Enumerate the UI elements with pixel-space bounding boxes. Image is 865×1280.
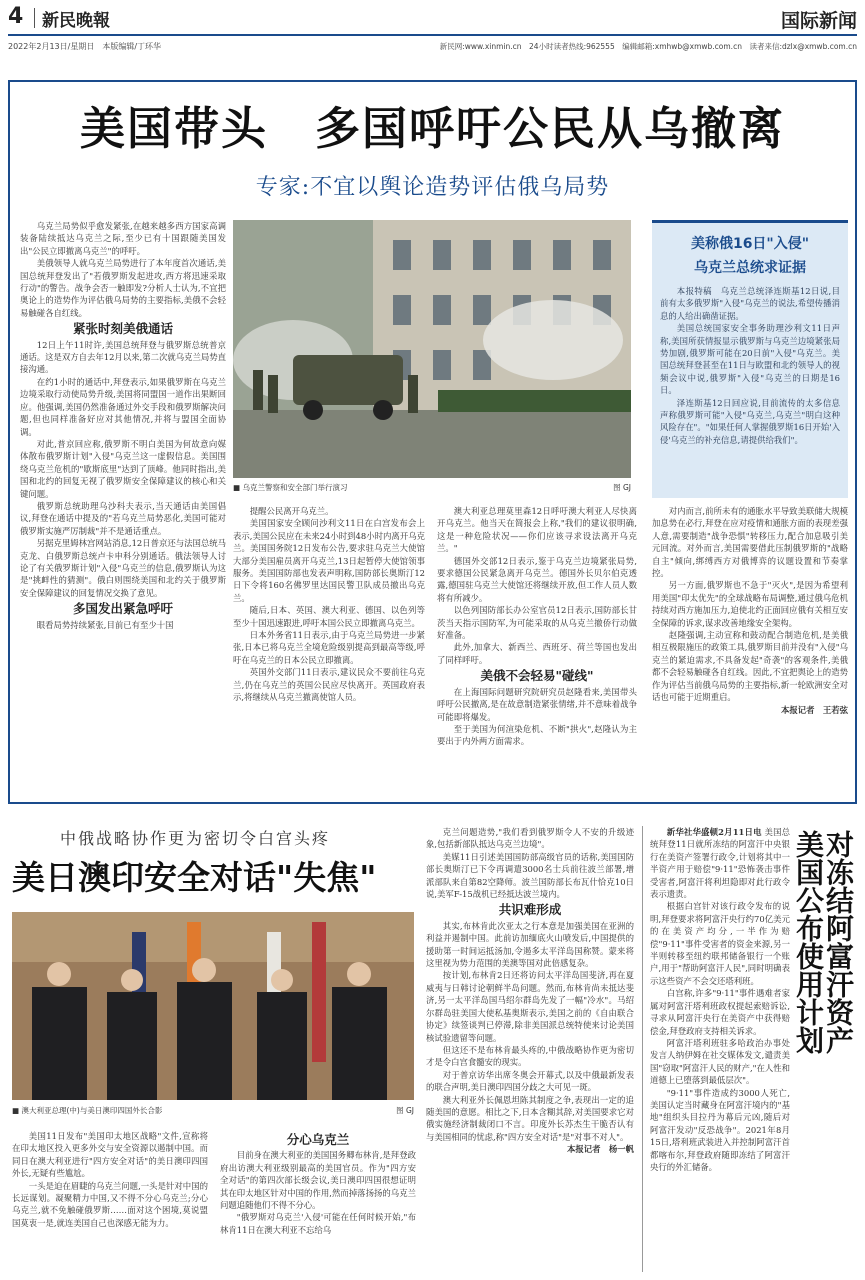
subhead: 美俄不会轻易"碰线" — [480, 668, 594, 684]
subhead: 紧张时刻美俄通话 — [72, 321, 173, 337]
paragraph: 乌克兰局势似乎愈发紧张,在越来越多西方国家高调装备陆续抵达乌克兰之际,至少已有十国跟随美国发出"公民立即撤离乌克兰"的呼吁。 — [20, 221, 226, 256]
photo-credit: 图 GJ — [396, 1106, 414, 1115]
ministers-photo — [12, 912, 414, 1100]
paragraph: 提醒公民离开乌克兰。 — [249, 506, 334, 516]
drill-photo — [233, 220, 631, 478]
paragraph-text: 美国总统拜登11日就所冻结的阿富汗中央银行在美资产签署行政令,计划将其中一半资产用于赔偿"9·11"恐怖袭击事件受害者,阿富汗将利坦隐即对此行政令表示遗责。 — [650, 827, 790, 900]
paragraph: 克兰问题造势,"我们看到俄罗斯令人不安的升级迹象,包括新部队抵达乌克兰边境"。 — [426, 827, 634, 850]
top-story-column-2 — [233, 505, 425, 795]
date-line: 2022年2月13日/星期日 本版编辑/丁环华 — [8, 42, 162, 51]
sidebar-title-line-1: 美称俄16日"入侵" — [690, 236, 810, 252]
paragraph: 一头是迫在眉睫的乌克兰问题,一头是针对中国的长远谋划。凝聚精力中国,又不得不分心乌克兰;分心乌克兰,就不免触碰俄罗斯……面对这个困境,莫说盟国莫衷一是,就连美国自己也深感无能为力。 — [12, 1180, 208, 1228]
paragraph: 对于普京访华出席冬奥会开幕式,以及中俄最新发表的联合声明,美日澳印四国分歧之大可见一斑。 — [426, 1069, 634, 1093]
paragraph: 澳大利亚总理莫里森12日呼吁澳大利亚人尽快离开乌克兰。他当天在简报会上称,"我们的建议很明确,这是一种危险状况——你们应该寻求设法离开乌克兰。" — [437, 506, 637, 554]
paragraph: 英国外交部门11日表示,建议民众不要前往乌克兰,仍在乌克兰的英国公民应尽快离开。英国政府表示,将继续从乌克兰撤离使馆人员。 — [233, 667, 425, 703]
paragraph: 此外,加拿大、新西兰、西班牙、荷兰等国也发出了同样呼吁。 — [437, 642, 637, 665]
subhead: 多国发出紧急呼吁 — [72, 601, 173, 617]
photo-credit: 图 GJ — [613, 483, 631, 492]
paragraph: 眼看局势持续紧张,目前已有至少十国 — [36, 619, 174, 630]
paragraph: 其实,布林肯此次亚太之行本意是加强美国在亚洲的利益并遏制中国。此前访加缅底火山喷发后,中国提供的援助第一时间运抵汤加,令遏多太平洋岛国称赞。蒙来将这里视为势力范围的美澳等国对此倍感复杂。 — [426, 920, 634, 969]
paragraph: 美国总统国家安全事务助理沙利文11日声称,美国所获情报显示俄罗斯与乌克兰边境紧张局势加剧,俄罗斯可能在20日前"入侵"乌克兰。美国总统拜登甚至在11日与欧盟和北约领导人的视频会议中说,俄罗斯"入侵"乌克兰的日期是16日。 — [660, 323, 840, 396]
paragraph: 对此,普京回应称,俄罗斯不明白美国为何故意向媒体散布俄罗斯计划"入侵"乌克兰这一虚假信息。美国围绕乌克兰危机的"歇斯底里"达到了顶峰。他同时指出,美国和北约的回复无视了俄罗斯安全保障建议的核心和关键问题。 — [20, 438, 226, 499]
paragraph: 在约1小时的通话中,拜登表示,如果俄罗斯在乌克兰边境采取行动使局势升级,美国将同盟国一道作出果断回应。他强调,美国仍然准备通过外交手段和俄罗斯解决问题,但也同样准备好应对其他情况,并将与盟国全面协调。 — [20, 376, 226, 437]
bottom-right-body — [650, 826, 790, 1272]
page-number: 4 — [8, 4, 24, 29]
masthead-divider — [34, 8, 35, 28]
paragraph: 澳大利亚外长佩恩坦陈其制度之争,表现出一定的追随美国的意愿。相比之下,日本含糊其辞,对美国要求它对俄实施经济制裁闭口不言。印度外长苏杰生干脆否认有与美国相同的忧虑,称"四方安全对话"是"对事不对人"。 — [426, 1094, 634, 1142]
paragraph: "9·11"事件造成约3000人死亡,美国认定当时藏身在阿富汗境内的"基地"组织头目拉丹为幕后元凶,随后对阿富汗发动"反恐战争"。2021年8月15日,塔利班武装进入并控制阿富汗首都喀布尔,拜登政府随即冻结了阿富汗央行的外汇储备。 — [650, 1087, 790, 1172]
paragraph: 在上海国际问题研究院研究员赵隆看来,美国带头呼吁公民撤离,是在故意制造紧张情绪,并不意味着战争可能即将爆发。 — [437, 686, 637, 722]
paragraph: 赵隆强调,主动宣称和鼓动配合制造危机,是美俄相互极限施压的政策工具,俄罗斯目前并没有"入侵"乌克兰的紧迫需求,不具备发起"奇袭"的客观条件,美俄都不会轻易触碰各自红线。因此,不宜把舆论上的造势作为评估当前俄乌局势的主要指标,新一轮欧洲安全对话也可能于近期重启。 — [652, 630, 848, 703]
ministers-photo-illustration — [12, 912, 414, 1100]
paragraph: 随后,日本、英国、澳大利亚、德国、以色列等至少十国迅速跟进,呼吁本国公民立即撤离乌克兰。 — [233, 605, 425, 628]
paragraph: 至于美国为何渲染危机、不断"拱火",赵隆认为主要出于内外两方面需求。 — [437, 723, 637, 747]
dateline: 新华社华盛顿2月11日电 — [666, 827, 762, 837]
masthead-rule — [8, 34, 857, 36]
top-story-column-3 — [437, 505, 637, 795]
paper-name: 新民晚報 — [42, 11, 110, 31]
contact-line: 新民网:www.xinmin.cn 24小时读者热线:962555 编辑邮箱:xmhwb@xmwb.com.cn 读者来信:dzlx@xmwb.com.cn — [439, 42, 857, 51]
paragraph: 日本外务省11日表示,由于乌克兰局势进一步紧张,日本已将乌克兰全境危险级别提高到最高等级,呼吁在乌克兰的日本公民立即撤离。 — [233, 630, 425, 665]
column-divider — [642, 826, 643, 1272]
paragraph: 泽连斯基12日回应说,目前流传的太多信息声称俄罗斯可能"入侵"乌克兰,乌克兰"明白这种风险存在"。"如果任何人掌握俄罗斯16日开始'入侵'乌克兰的补充信息,请提供给我们"。 — [660, 397, 840, 445]
paragraph: 阿富汗塔利班驻多哈政治办事处发言人纳伊姆在社交媒体发文,谴责美国"窃取"阿富汗人民的财产,"在人性和道德上已堕落到最低层次"。 — [650, 1037, 790, 1086]
drill-photo-illustration — [233, 220, 631, 478]
paragraph: 美国国家安全顾问沙利文11日在白宫发布会上表示,美国公民应在未来24小时到48小时内离开乌克兰。美国国务院12日发布公告,要求驻乌克兰大使馆大部分美国雇员离开乌克兰,13日起暂停大使馆领事服务。美国国防部也发表声明称,国防部长奥斯汀12日下令将160名佛罗里达国民警卫队成员撤出乌克兰。 — [233, 518, 425, 603]
paragraph: 以色列国防部长办公室官员12日表示,国防部长甘茨当天指示国防军,为可能采取的从乌克兰撤侨行动做好准备。 — [437, 605, 637, 641]
photo-caption: ■ 乌克兰警察和安全部门举行演习 — [233, 483, 348, 492]
paragraph: 但这还不是布林肯最头疼的,中俄战略协作更为密切才是令白宫食髓安的现实。 — [426, 1044, 634, 1068]
bottom-left-headline: 美日澳印安全对话"失焦" — [12, 858, 377, 897]
paragraph: 本报特稿 乌克兰总统泽连斯基12日说,目前有太多俄罗斯"入侵"乌克兰的说法,希望传播消息的人给出确凿证据。 — [660, 286, 840, 321]
paragraph: 俄罗斯总统助理乌沙科夫表示,当天通话由美国倡议,拜登在通话中提及的"若乌克兰局势恶化,美国可能对俄罗斯实施严厉制裁"并不是通话重点。 — [20, 500, 226, 536]
top-story-headline: 美国带头 多国呼吁公民从乌撤离 — [79, 102, 785, 155]
bottom-right-headline-col-1: 对冻结阿富汗资产 — [822, 830, 855, 1054]
sidebar-body — [660, 285, 840, 505]
paragraph — [650, 826, 790, 900]
paragraph: 目前身在澳大利亚的美国国务卿布林肯,是拜登政府出访澳大利亚级别最高的美国官员。作为"四方安全对话"的第四次部长级会议,美日澳印四国很想证明其在印太地区针对中国的作用,然而掉落扬扬的乌克兰问题追随他们不得不分心。 — [220, 1150, 416, 1211]
subhead: 分心乌克兰 — [286, 1132, 350, 1147]
sidebar-box — [652, 220, 848, 498]
paragraph: 12日上午11时许,美国总统拜登与俄罗斯总统普京通话。这是双方自去年12月以来,第二次就乌克兰局势直接沟通。 — [20, 339, 226, 375]
bottom-left-kicker: 中俄战略协作更为密切令白宫头疼 — [60, 829, 331, 848]
paragraph: 美媒11日引述美国国防部高级官员的话称,美国国防部长奥斯汀已下令再调遣3000名士兵前往波兰部署,增派部队来自第82空降师。波兰国防部长布瓦什恰克10日说,美军F-15战机已经抵达波兰境内。 — [426, 851, 634, 900]
top-story-column-1 — [20, 220, 226, 796]
paragraph: 白宫称,许多"9·11"事件遇难者家属对阿富汗塔利班政权提起索赔诉讼,寻求从阿富汗央行在美资产中获得赔偿金,拜登政府支持相关诉求。 — [650, 988, 790, 1036]
bottom-left-column-3 — [426, 826, 634, 1272]
paragraph: 另据克里姆林宫网站消息,12日普京还与法国总统马克龙、白俄罗斯总统卢卡申科分别通话。俄法领导人讨论了有关俄罗斯计划"入侵"乌克兰的信息,俄罗斯认为这是"挑衅性的猜测"。俄白则围绕美国和北约关于俄罗斯安全保障建议的回复情况交换了意见。 — [20, 538, 226, 598]
paragraph: 对内而言,前所未有的通胀水平导致美联储大规模加息势在必行,拜登在应对疫情和通胀方面的表现差强人意,需要制造"战争恐惧"转移压力,配合加息吸引美元回流。对外而言,美国需要借此压制俄罗斯的"战略自主"倾向,绑缚西方对俄博弈的议题设置和节奏掌控。 — [652, 506, 848, 579]
paragraph: 德国外交部12日表示,鉴于乌克兰边境紧张局势,要求德国公民紧急离开乌克兰。德国外长贝尔伯克透露,德国驻乌克兰大使馆还将继续开放,但工作人员人数将有所减少。 — [437, 555, 637, 603]
photo-caption: ■ 澳大利亚总理(中)与美日澳印四国外长合影 — [12, 1106, 163, 1115]
bottom-left-column-1 — [12, 1130, 208, 1272]
top-story-subheadline: 专家:不宜以舆论造势评估俄乌局势 — [255, 175, 610, 200]
section-title: 国际新闻 — [780, 10, 857, 32]
paragraph: 另一方面,俄罗斯也不急于"灭火",是因为希望利用美国"印太优先"的全球战略布局调整,通过俄乌危机持续对西方施加压力,迫使北约正面回应俄有关相互安全保障的诉求,谋求改善地缘安全架构。 — [652, 580, 848, 628]
bottom-left-column-2 — [220, 1130, 416, 1272]
subhead: 共识难形成 — [498, 902, 562, 918]
paragraph: 美俄领导人就乌克兰局势进行了本年度首次通话,美国总统拜登发出了"若俄罗斯发起进攻,西方将迅速采取行动"的警告。战争会否一触即发?分析人士认为,不宜把奥论上的造势作为评估俄乌局势的主要指标,美俄不会轻易触碰各自红线。 — [20, 258, 226, 318]
byline: 本报记者 王若弦 — [781, 704, 848, 715]
paragraph: 按计划,布林肯2日还将访问太平洋岛国斐济,再在夏威夷与日韩讨论朝鲜半岛问题。然而,布林肯尚未抵达斐济,另一太平洋岛国马绍尔群岛先发了一幅"冷水"。马绍尔群岛驻美国大使私基奥斯表示,美国之前的《自由联合协定》续签谈判已停滞,除非美国派总统特使来讨论美国核试验遗留等问题。 — [426, 970, 634, 1043]
top-story-column-4 — [652, 505, 848, 795]
paragraph: 美国11日发布"美国印太地区战略"文件,宣称将在印太地区投入更多外交与安全资源以遏制中国。而同日在澳大利亚进行"四方安全对话"的美日澳印四国外长,无疑有些尴尬。 — [12, 1131, 208, 1179]
ministers-photo-caption-row — [12, 1105, 414, 1116]
bottom-right-headline-col-2: 美国公布使用计划 — [792, 830, 825, 1054]
paragraph: 根据白宫针对该行政令发布的说明,拜登要求将阿富汗央行约70亿美元的在美资产均分,一半作为赔偿"9·11"事件受害者的资金来源,另一半则转移至纽约联邦储备银行一个账户,用于"帮助阿富汗人民",同时明确表示这些资产不会交还塔利班。 — [650, 901, 790, 986]
paragraph: "俄罗斯对乌克兰'入侵'可能在任何时候开始,"布林肯11日在澳大利亚不忘给乌 — [220, 1212, 416, 1235]
drill-photo-caption-row — [233, 482, 631, 493]
sidebar-title-line-2: 乌克兰总统求证据 — [694, 260, 806, 276]
byline: 本报记者 杨一帆 — [567, 1144, 634, 1155]
